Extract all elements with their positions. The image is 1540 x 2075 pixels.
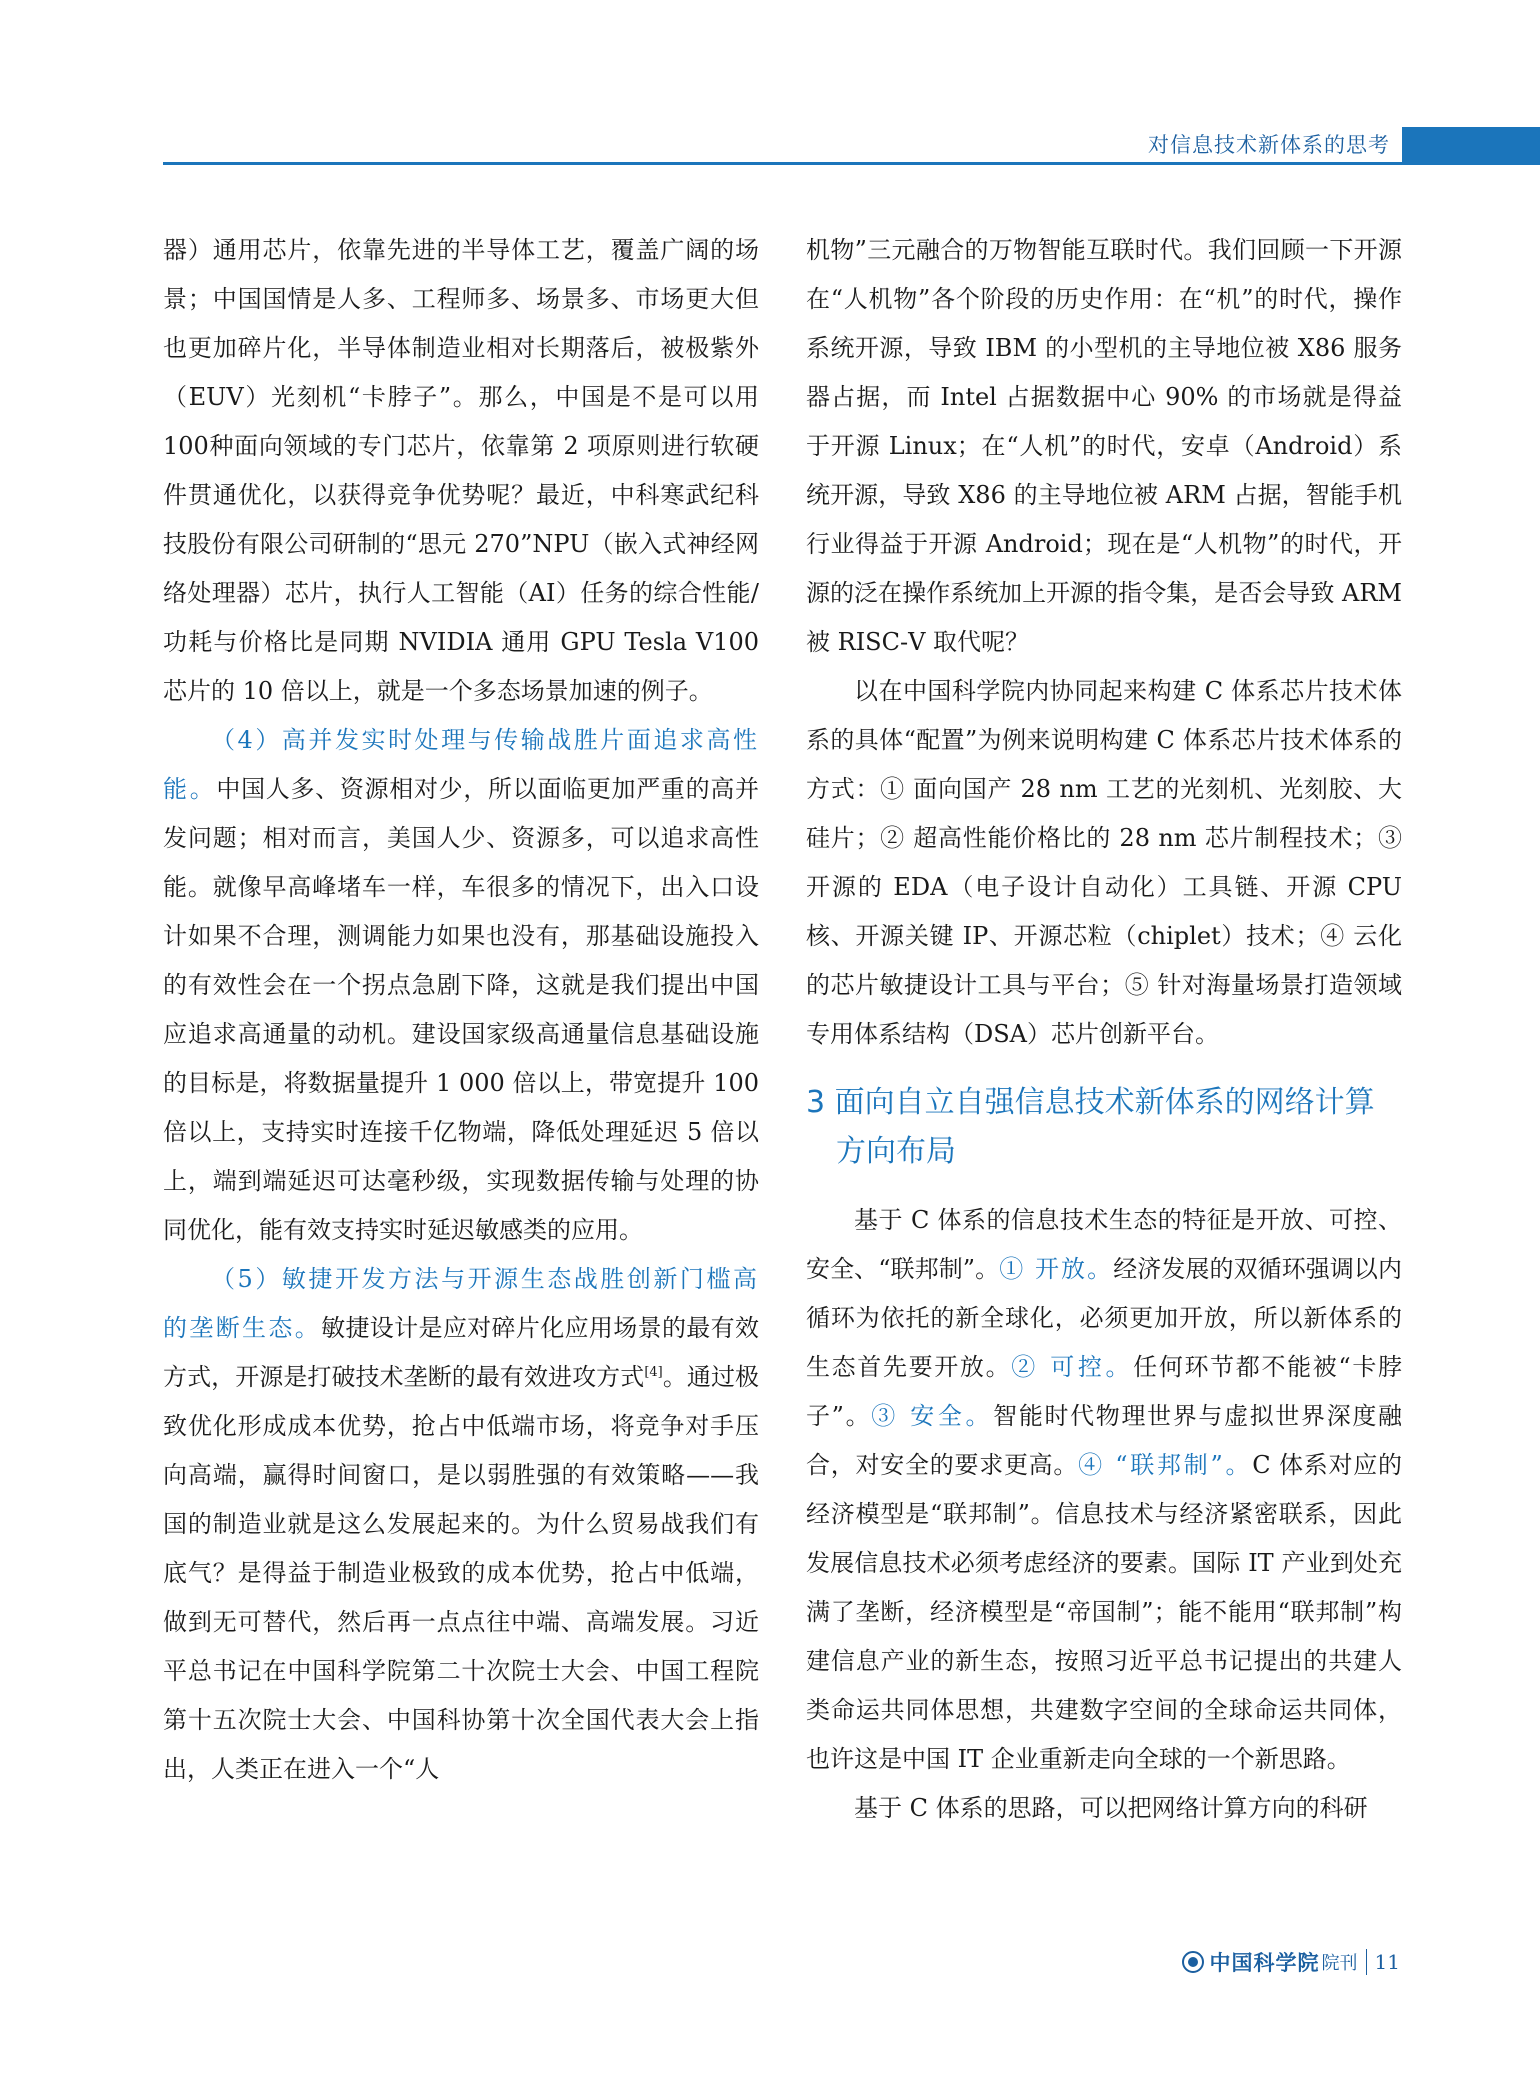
paragraph-continued: 机物”三元融合的万物智能互联时代。我们回顾一下开源在“人机物”各个阶段的历史作用：在“机”的时代，操作系统开源，导致 IBM 的小型机的主导地位被 X86 服务器占据，而 Intel 占据数据中心 90% 的市场就是得益于开源 Linux；在“人机”的时代，安卓（Android）系统开源，导致 X86 的主导地位被 ARM 占据，智能手机行业得益于开源 Android；现在是“人机物”的时代，开源的泛在操作系统加上开源的指令集，是否会导致 ARM 被 RISC-Ⅴ 取代呢？ [806, 236, 1402, 656]
page-footer [1182, 1947, 1400, 1977]
footer-journal-name: 院刊 [1321, 1953, 1358, 1974]
feature-open: ① 开放。 [999, 1255, 1114, 1283]
paragraph-text: 智能时代物理世界与虚拟世界深度融合，对安全的要求更高。 [806, 1402, 1403, 1479]
footer-divider [1366, 1949, 1367, 1975]
footer-org-name: 中国科学院 [1209, 1950, 1320, 1975]
paragraph-text-tail: 。通过极致优化形成成本优势，抢占中低端市场，将竞争对手压向高端，赢得时间窗口，是以弱胜强的有效策略——我国的制造业就是这么发展起来的。为什么贸易战我们有底气？是得益于制造业极致的成本优势，抢占中低端，做到无可替代，然后再一点点往中端、高端发展。习近平总书记在中国科学院第二十次院士大会、中国工程院第十五次院士大会、中国科协第十次全国代表大会上指出，人类正在进入一个“人 [163, 1363, 760, 1783]
feature-federal: ④ “联邦制”。 [1078, 1451, 1253, 1479]
paragraph-text: 任何环节都不能被“卡脖子”。 [806, 1353, 1402, 1430]
paragraph-text: 经济发展的双循环强调以内循环为依托的新全球化，必须更加开放，所以新体系的生态首先要开放。 [806, 1255, 1402, 1381]
paragraph-5-lead [163, 1255, 759, 1794]
paragraph-text: 敏捷设计是应对碎片化应用场景的最有效方式，开源是打破技术垄断的最有效进攻方式 [163, 1314, 760, 1391]
paragraph-text: 器）通用芯片，依靠先进的半导体工艺，覆盖广阔的场景；中国国情是人多、工程师多、场景多、市场更大但也更加碎片化，半导体制造业相对长期落后，被极紫外（EUV）光刻机“卡脖子”。那么，中国是不是可以用100种面向领域的专门芯片，依靠第 2 项原则进行软硬件贯通优化，以获得竞争优势呢？最近，中科寒武纪科技股份有限公司研制的“思元 270”NPU（嵌入式神经网络处理器）芯片，执行人工智能（AI）任务的综合性能/功耗与价格比是同期 NVIDIA 通用 GPU Tesla V100 芯片的 10 倍以上，就是一个多态场景加速的例子。 [163, 236, 759, 705]
paragraph-text: 中国人多、资源相对少，所以面临更加严重的高并发问题；相对而言，美国人少、资源多，可以追求高性能。就像早高峰堵车一样，车很多的情况下，出入口设计如果不合理，测调能力如果也没有，那基础设施投入的有效性会在一个拐点急剧下降，这就是我们提出中国应追求高通量的动机。建设国家级高通量信息基础设施的目标是，将数据量提升 1 000 倍以上，带宽提升 100 倍以上，支持实时连接千亿物端，降低处理延迟 5 倍以上，端到端延迟可达毫秒级，实现数据传输与处理的协同优化，能有效支持实时延迟敏感类的应用。 [163, 775, 760, 1244]
paragraph-4-lead [163, 716, 759, 1255]
header-accent-block [1402, 127, 1540, 163]
paragraph-1 [163, 226, 759, 716]
section-heading: 3 面向自立自强信息技术新体系的网络计算方向布局 [806, 1085, 1375, 1169]
paragraph-lead-heading: （4）高并发实时处理与传输战胜片面追求高性能。 [163, 726, 759, 803]
paragraph-text: 基于 C 体系的信息技术生态的特征是开放、可控、安全、“联邦制”。 [806, 1206, 1402, 1283]
paragraph-last: 基于 C 体系的思路，可以把网络计算方向的科研 [854, 1794, 1368, 1822]
citation-ref: [4] [644, 1365, 663, 1380]
page-number: 11 [1374, 1950, 1400, 1974]
feature-secure: ③ 安全。 [871, 1402, 994, 1430]
cas-logo-icon [1182, 1951, 1204, 1973]
left-column [163, 226, 759, 1794]
paragraph-config: 以在中国科学院内协同起来构建 C 体系芯片技术体系的具体“配置”为例来说明构建 C 体系芯片技术体系的方式：① 面向国产 28 nm 工艺的光刻机、光刻胶、大硅片；② 超高性能价格比的 28 nm 芯片制程技术；③ 开源的 EDA（电子设计自动化）工具链、开源 CPU 核、开源关键 IP、开源芯粒（chiplet）技术；④ 云化的芯片敏捷设计工具与平台；⑤ 针对海量场景打造领域专用体系结构（DSA）芯片创新平台。 [806, 677, 1402, 1048]
right-column [806, 226, 1402, 1833]
feature-controllable: ② 可控。 [1011, 1353, 1134, 1381]
paragraph-lead-heading: （5）敏捷开发方法与开源生态战胜创新门槛高的垄断生态。 [163, 1265, 759, 1342]
running-header-title: 对信息技术新体系的思考 [1148, 133, 1390, 157]
paragraph-features [806, 1196, 1402, 1784]
paragraph-text: C 体系对应的经济模型是“联邦制”。信息技术与经济紧密联系，因此发展信息技术必须考虑经济的要素。国际 IT 产业到处充满了垄断，经济模型是“帝国制”；能不能用“联邦制”构建信息产业的新生态，按照习近平总书记提出的共建人类命运共同体思想，共建数字空间的全球命运共同体，也许这是中国 IT 企业重新走向全球的一个新思路。 [806, 1451, 1403, 1773]
